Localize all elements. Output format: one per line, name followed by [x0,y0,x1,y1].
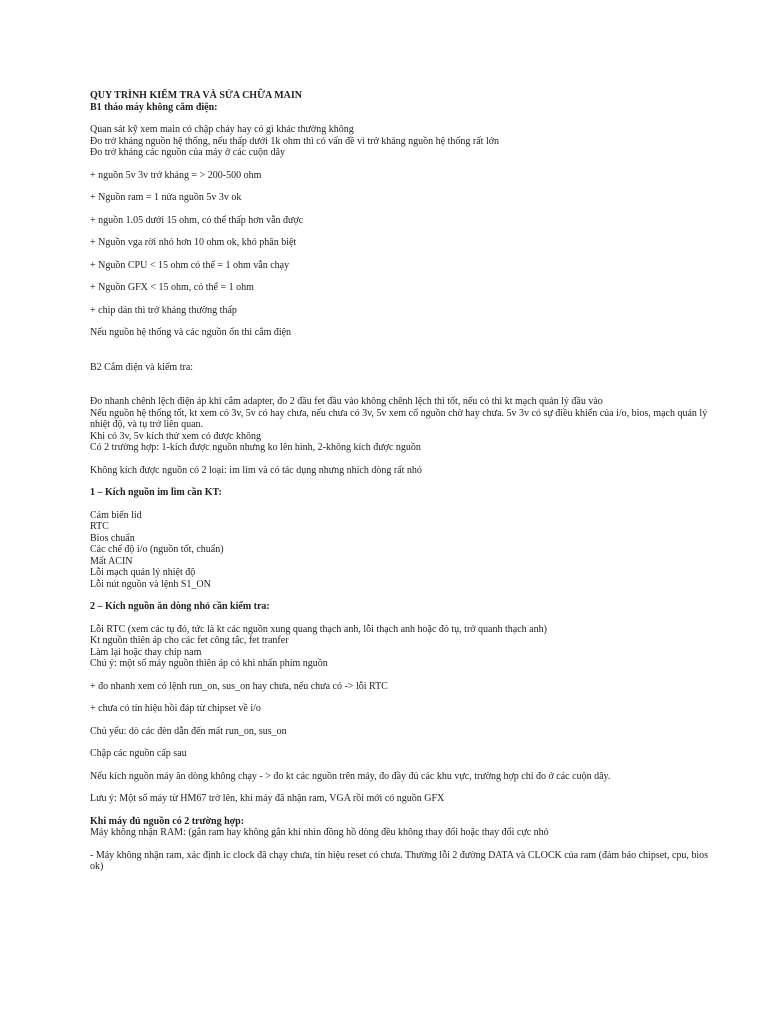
section1-heading: 1 – Kích nguồn im lìm cần KT: [90,487,222,498]
b1-item: + nguồn 5v 3v trở kháng = > 200-500 ohm [90,169,262,181]
section1-item: Lỗi mạch quản lý nhiệt độ [90,567,196,578]
section1-item: RTC [90,521,109,532]
section3-para: - Máy không nhận ram, xác định ic clock đã chạy chưa, tín hiệu reset có chưa. Thường lỗi 2 đường DATA và CLOCK của ram (đảm bảo chipset, cpu, bios ok) [90,849,709,872]
section1-item: Mất ACIN [90,555,133,567]
b2-line: Khi có 3v, 5v kích thử xem có được không [90,430,262,442]
b1-line: Quan sát kỹ xem main có chập cháy hay có gì khác thường không [90,124,354,135]
b1-item: + Nguồn ram = 1 nửa nguồn 5v 3v ok [90,192,242,203]
section2-para: Nếu kích nguồn máy ăn dòng không chạy - > đo kt các nguồn trên máy, đo đầy đủ các khu vực, trường hợp chỉ đo ở các cuộn dây. [90,770,611,782]
section1-item: Bios chuẩn [90,532,135,544]
section1-item: Lỗi nút nguồn và lệnh S1_ON [90,578,211,590]
b1-item: + Nguồn GFX < 15 ohm, có thể = 1 ohm [90,282,254,293]
section2-item: Làm lại hoặc thay chip nam [90,646,202,658]
b2-line: Đo nhanh chênh lệch điện áp khi cắm adapter, đo 2 đầu fet đầu vào không chênh lệch thì tốt, nếu có thì kt mạch quản lý đầu vào [90,396,603,407]
b2-line: Nếu nguồn hệ thống tốt, kt xem có 3v, 5v có hay chưa, nếu chưa có 3v, 5v xem cổ nguồn chờ hay chưa. 5v 3v có sự điều khiển của i/o, bios, mạch quản lý nhiệt độ, và tụ trở liên quan. [90,407,708,430]
section2-para: Chủ yếu: dò các đèn dẫn đến mất run_on, sus_on [90,725,287,737]
section3-heading: Khi máy đủ nguồn có 2 trường hợp: [90,815,245,827]
b1-item: + Nguồn vga rời nhỏ hơn 10 ohm ok, khó phân biệt [90,237,297,248]
section2-item: Kt nguồn thiên áp cho các fet công tắc, fet tranfer [90,635,289,646]
b2-heading: B2 Cắm điện và kiểm tra: [90,361,194,373]
section2-heading: 2 – Kích nguồn ăn dòng nhỏ cần kiểm tra: [90,601,270,612]
b2-line: Có 2 trường hợp: 1-kích được nguồn nhưng ko lên hình, 2-không kích được nguồn [90,442,421,453]
section2-para: Lưu ý: Một số máy từ HM67 trở lên, khi máy đã nhận ram, VGA rồi mới có nguồn GFX [90,793,445,804]
section3-line: Máy không nhận RAM: (gắn ram hay không gắn khi nhìn đồng hồ dòng đều không thay đổi hoặc thay đổi cực nhỏ [90,827,549,838]
b1-item: + nguồn 1.05 dưới 15 ohm, có thể thấp hơn vẫn được [90,214,304,226]
document-page [90,90,716,873]
b1-item: Nếu nguồn hệ thống và các nguồn ổn thì cắm điện [90,327,292,338]
section1-item: Cảm biến lid [90,509,142,521]
section2-para: Chập các nguồn cấp sau [90,748,187,759]
b1-heading: B1 tháo máy không cắm điện: [90,101,218,113]
section2-para: + chưa có tín hiệu hồi đáp từ chipset về i/o [90,703,261,714]
section2-para: + đo nhanh xem có lệnh run_on, sus_on hay chưa, nếu chưa có -> lỗi RTC [90,680,388,692]
b1-item: + Nguồn CPU < 15 ohm có thể = 1 ohm vẫn chạy [90,259,290,271]
b1-line: Đo trở kháng nguồn hệ thống, nếu thấp dưới 1k ohm thì có vấn đề vì trở kháng nguồn hệ thống rất lớn [90,135,500,147]
document-title: QUY TRÌNH KIỂM TRA VÀ SỬA CHỮA MAIN [90,90,302,101]
section2-item: Chú ý: một số máy nguồn thiên áp có khi nhấn phím nguồn [90,658,328,669]
b2-note: Không kích được nguồn có 2 loại: im lìm và có tác dụng nhưng nhích dòng rất nhỏ [90,464,422,476]
b1-item: + chip dán thì trở kháng thường thấp [90,304,237,316]
b1-line: Đo trở kháng các nguồn của máy ở các cuộn dây [90,147,285,158]
section1-item: Các chế độ i/o (nguồn tốt, chuẩn) [90,544,224,555]
section2-item: Lỗi RTC (xem các tụ đỏ, tức là kt các nguồn xung quang thạch anh, lỗi thạch anh hoặc đỏ tụ, trở quanh thạch anh) [90,623,547,635]
